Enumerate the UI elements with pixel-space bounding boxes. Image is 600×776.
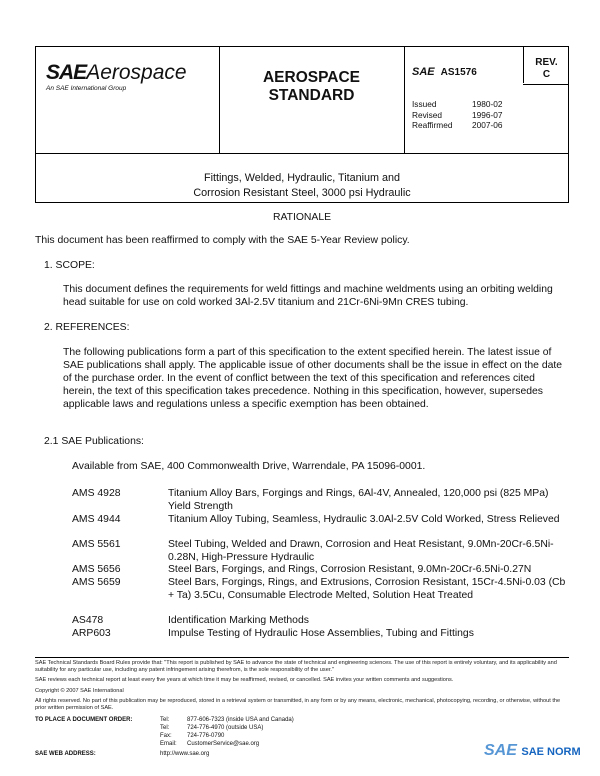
reference-code: AS478 [72, 615, 104, 626]
contact-value[interactable]: CustomerService@sae.org [187, 741, 260, 747]
reference-title: Titanium Alloy Tubing, Seamless, Hydraulic 3.0Al-2.5V Cold Worked, Stress Relieved [168, 514, 560, 525]
date-row: Reaffirmed 2007-06 [412, 120, 503, 130]
contact-key: Fax: [160, 733, 172, 739]
doc-number-value: AS1576 [440, 67, 477, 78]
date-row: Issued 1980-02 [412, 99, 503, 109]
doc-number [412, 66, 477, 78]
web-label: SAE WEB ADDRESS: [35, 751, 96, 757]
contact-key: Tel: [160, 717, 170, 723]
divider [523, 84, 569, 85]
reference-code: ARP603 [72, 628, 111, 639]
rationale-heading: RATIONALE [272, 212, 332, 223]
contact-key: Tel: [160, 725, 170, 731]
logo-sae: SAE [46, 61, 87, 84]
doc-type-line1: AEROSPACE [262, 69, 361, 86]
header-box [35, 46, 569, 154]
reference-title: Steel Bars, Forgings, Rings, and Extrusions, Corrosion Resistant, 15Cr-4.5Ni-0.03 (Cb + Ta) 3.5Cu, Consumable Electrode Melted, Solution Heat Treated [168, 577, 566, 601]
title-line2: Corrosion Resistant Steel, 3000 psi Hydraulic [193, 187, 411, 199]
divider [404, 47, 405, 153]
watermark-sae-icon: SAE [484, 742, 517, 759]
contact-value: 724-776-4970 (outside USA) [187, 725, 264, 731]
rev-label: REV. [535, 57, 558, 68]
contact-value: 724-776-0790 [187, 733, 225, 739]
logo-aerospace: Aerospace [86, 61, 187, 84]
footer-rules-text: SAE Technical Standards Board Rules provide that: "This report is published by SAE to advance the state of technical and engineering sciences. The use of this report is entirely voluntary, and its applicability and suitability for any particular use, including any patent infringement arising therefrom, is the sole responsibility of the user." [35, 660, 557, 673]
sae-mark-icon: SAE [412, 66, 435, 78]
contact-value: 877-606-7323 (inside USA and Canada) [187, 717, 294, 723]
reference-code: AMS 4928 [72, 488, 121, 499]
sae-publications-heading: 2.1 SAE Publications: [44, 436, 144, 447]
footer-review-text: SAE reviews each technical report at least every five years at which time it may be reaffirmed, revised, or cancelled. SAE invites your written comments and suggestions. [35, 677, 454, 683]
rationale-text: This document has been reaffirmed to comply with the SAE 5-Year Review policy. [35, 235, 410, 246]
sae-available-text: Available from SAE, 400 Commonwealth Drive, Warrendale, PA 15096-0001. [72, 461, 426, 472]
reference-title: Impulse Testing of Hydraulic Hose Assemblies, Tubing and Fittings [168, 628, 474, 639]
date-table [412, 99, 502, 131]
references-heading: 2. REFERENCES: [44, 322, 130, 333]
footer-rights-text: All rights reserved. No part of this publication may be reproduced, stored in a retrieval system or transmitted, in any form or by any means, electronic, mechanical, photocopying, recording, or otherwise, without the prior written permission of SAE. [35, 698, 561, 711]
document-title [35, 153, 569, 203]
doc-type-line2: STANDARD [268, 87, 355, 104]
rev-value: C [542, 69, 551, 80]
reference-title: Steel Tubing, Welded and Drawn, Corrosion and Heat Resistant, 9.0Mn-20Cr-6.5Ni-0.28N, High-Pressure Hydraulic [168, 539, 554, 563]
scope-heading: 1. SCOPE: [44, 260, 95, 271]
reference-code: AMS 5659 [72, 577, 121, 588]
reference-title: Identification Marking Methods [168, 615, 309, 626]
revision [524, 57, 569, 81]
sae-norm-watermark [484, 742, 581, 760]
reference-title: Titanium Alloy Bars, Forgings and Rings, 6Al-4V, Annealed, 120,000 psi (825 MPa) Yield Strength [168, 488, 549, 512]
title-line1: Fittings, Welded, Hydraulic, Titanium and [203, 172, 401, 184]
doc-type [219, 69, 404, 105]
reference-code: AMS 5561 [72, 539, 121, 550]
contact-key: Email: [160, 741, 177, 747]
order-label: TO PLACE A DOCUMENT ORDER: [35, 717, 133, 723]
footer-copyright: Copyright © 2007 SAE International [35, 688, 124, 694]
scope-text: This document defines the requirements for weld fittings and machine weldments using an orbiting welding head suitable for use on cold worked 3Al-2.5V titanium and 21Cr-6Ni-9Mn CRES tubing. [63, 284, 553, 308]
footer-divider [35, 657, 569, 658]
date-row: Revised 1996-07 [412, 109, 503, 120]
logo-tagline: An SAE International Group [46, 85, 127, 92]
watermark-text: SAE NORM [521, 746, 581, 758]
reference-code: AMS 4944 [72, 514, 121, 525]
references-text: The following publications form a part of this specification to the extent specified herein. The latest issue of SAE publications shall apply. The applicable issue of other documents shall be the issue in effect on the date of the purchase order. In the event of conflict between the text of this specification and references cited herein, the text of this specification takes precedence. Nothing in this specification, however, supersedes applicable laws and regulations unless a specific exemption has been obtained. [63, 347, 563, 410]
sae-aerospace-logo [46, 61, 187, 85]
web-address-link[interactable]: http://www.sae.org [160, 751, 210, 757]
reference-code: AMS 5656 [72, 564, 121, 575]
reference-title: Steel Bars, Forgings, and Rings, Corrosion Resistant, 9.0Mn-20Cr-6.5Ni-0.27N [168, 564, 532, 575]
